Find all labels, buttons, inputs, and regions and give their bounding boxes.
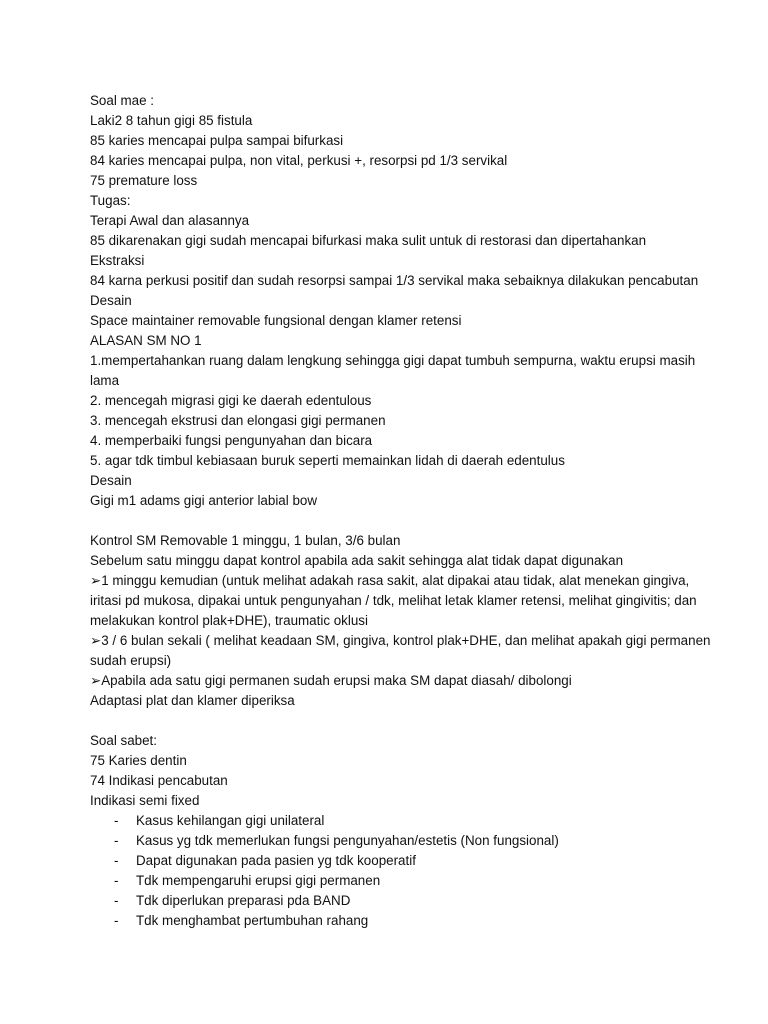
text-line: ➢3 / 6 bulan sekali ( melihat keadaan SM, gingiva, kontrol plak+DHE, dan melihat apakah gigi permanen xyxy=(90,633,711,648)
text-line: 2. mencegah migrasi gigi ke daerah edentulous xyxy=(90,393,372,408)
text-line: 85 dikarenakan gigi sudah mencapai bifurkasi maka sulit untuk di restorasi dan dipertahankan xyxy=(90,233,647,248)
text-line: ➢Apabila ada satu gigi permanen sudah erupsi maka SM dapat diasah/ dibolongi xyxy=(90,673,572,688)
dash-marker: - xyxy=(114,873,119,888)
list-item-text: Tdk mempengaruhi erupsi gigi permanen xyxy=(136,873,381,888)
list-item xyxy=(90,831,728,851)
text-line: Adaptasi plat dan klamer diperiksa xyxy=(90,693,295,708)
blank-line xyxy=(90,711,728,731)
text-line: 75 premature loss xyxy=(90,173,198,188)
text-line: Laki2 8 tahun gigi 85 fistula xyxy=(90,113,253,128)
text-line: Kontrol SM Removable 1 minggu, 1 bulan, 3/6 bulan xyxy=(90,533,401,548)
text-line: melakukan kontrol plak+DHE), traumatic oklusi xyxy=(90,613,368,628)
text-line: Terapi Awal dan alasannya xyxy=(90,213,250,228)
list-item-text: Kasus yg tdk memerlukan fungsi pengunyahan/estetis (Non fungsional) xyxy=(136,833,559,848)
text-line: ➢1 minggu kemudian (untuk melihat adakah rasa sakit, alat dipakai atau tidak, alat menekan gingiva, xyxy=(90,573,690,588)
list-item-text: Kasus kehilangan gigi unilateral xyxy=(136,813,325,828)
text-line: Indikasi semi fixed xyxy=(90,793,200,808)
list-item xyxy=(90,811,728,831)
text-line: lama xyxy=(90,373,120,388)
text-line: 1.mempertahankan ruang dalam lengkung sehingga gigi dapat tumbuh sempurna, waktu erupsi masih xyxy=(90,353,696,368)
text-line: ALASAN SM NO 1 xyxy=(90,333,202,348)
list-item xyxy=(90,911,728,931)
text-line: 4. memperbaiki fungsi pengunyahan dan bicara xyxy=(90,433,373,448)
text-line: iritasi pd mukosa, dipakai untuk pengunyahan / tdk, melihat letak klamer retensi, melihat gingivitis; dan xyxy=(90,593,697,608)
text-line: Desain xyxy=(90,473,132,488)
text-line: 85 karies mencapai pulpa sampai bifurkasi xyxy=(90,133,344,148)
dash-marker: - xyxy=(114,833,119,848)
list-item xyxy=(90,891,728,911)
text-line: Desain xyxy=(90,293,132,308)
list-item xyxy=(90,851,728,871)
text-line: 5. agar tdk timbul kebiasaan buruk seperti memainkan lidah di daerah edentulus xyxy=(90,453,565,468)
dash-marker: - xyxy=(114,813,119,828)
text-line: Soal sabet: xyxy=(90,733,157,748)
text-line: Gigi m1 adams gigi anterior labial bow xyxy=(90,493,318,508)
text-line: 84 karna perkusi positif dan sudah resorpsi sampai 1/3 servikal maka sebaiknya dilakukan pencabutan xyxy=(90,273,699,288)
text-line: 74 Indikasi pencabutan xyxy=(90,773,228,788)
list-item-text: Dapat digunakan pada pasien yg tdk kooperatif xyxy=(136,853,416,868)
text-line: Space maintainer removable fungsional dengan klamer retensi xyxy=(90,313,462,328)
text-line: 3. mencegah ekstrusi dan elongasi gigi permanen xyxy=(90,413,386,428)
text-line: Ekstraksi xyxy=(90,253,145,268)
list-item-text: Tdk menghambat pertumbuhan rahang xyxy=(136,913,369,928)
blank-line xyxy=(90,511,728,531)
text-line: 84 karies mencapai pulpa, non vital, perkusi +, resorpsi pd 1/3 servikal xyxy=(90,153,508,168)
list-item xyxy=(90,871,728,891)
text-line: Tugas: xyxy=(90,193,131,208)
text-line: Soal mae : xyxy=(90,93,155,108)
list-item-text: Tdk diperlukan preparasi pda BAND xyxy=(136,893,351,908)
text-line: 75 Karies dentin xyxy=(90,753,187,768)
dash-marker: - xyxy=(114,853,119,868)
dash-marker: - xyxy=(114,913,119,928)
text-line: Sebelum satu minggu dapat kontrol apabila ada sakit sehingga alat tidak dapat digunakan xyxy=(90,553,624,568)
dash-marker: - xyxy=(114,893,119,908)
text-line: sudah erupsi) xyxy=(90,653,172,668)
